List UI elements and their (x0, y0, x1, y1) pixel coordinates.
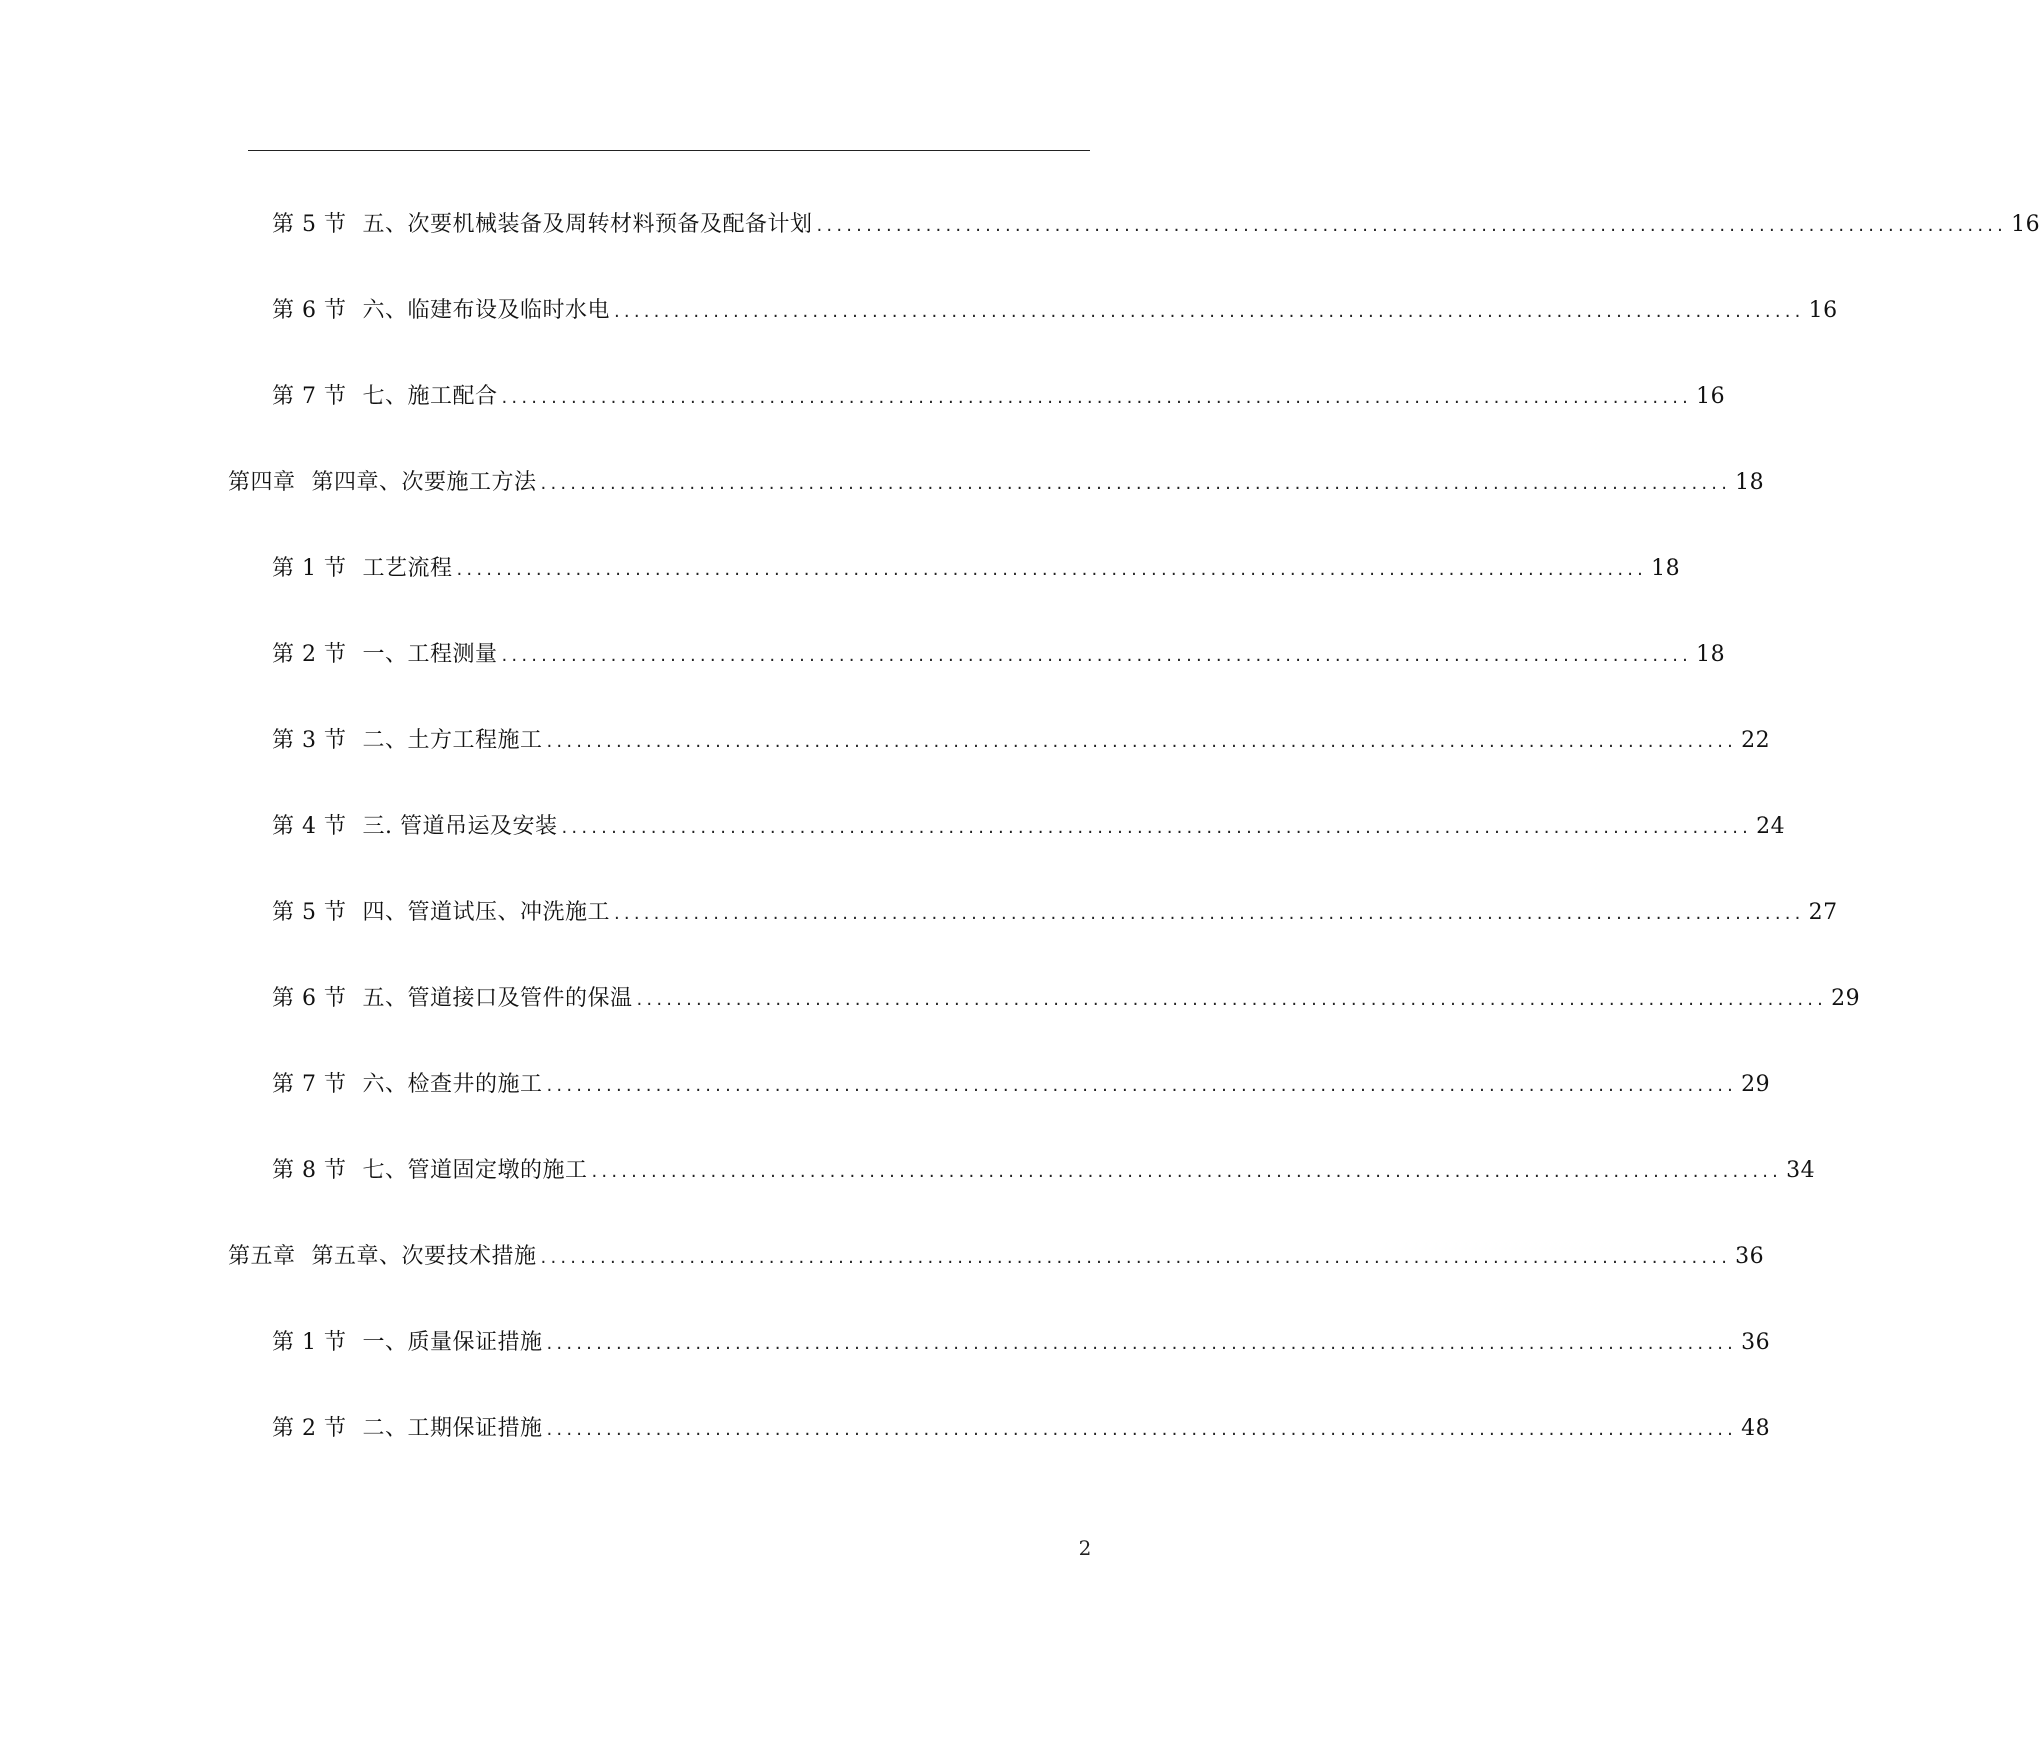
toc-entry-title: 五、次要机械装备及周转材料预备及配备计划 (362, 212, 813, 237)
toc-entry-title: 六、临建布设及临时水电 (362, 298, 610, 323)
toc-entry-number: 第 7 节 (272, 384, 347, 409)
toc-entry-page: 29 (1741, 1072, 1771, 1097)
toc-entry[interactable] (272, 982, 1861, 1016)
toc-leader-dots: ........................................................................................................................ (636, 989, 1828, 1010)
toc-entry[interactable] (272, 724, 1771, 758)
toc-entry-title: 二、土方工程施工 (362, 728, 543, 753)
toc-entry-number: 第 2 节 (272, 642, 347, 667)
toc-entry-page: 22 (1741, 728, 1771, 753)
toc-entry[interactable] (272, 552, 1681, 586)
toc-entry[interactable] (228, 1240, 1765, 1274)
toc-entry[interactable] (272, 1326, 1771, 1360)
toc-entry[interactable] (272, 1068, 1771, 1102)
toc-entry-title: 五、管道接口及管件的保温 (362, 986, 633, 1011)
toc-entry-title: 三. 管道吊运及安装 (362, 814, 558, 839)
page-number: 2 (1078, 1536, 1092, 1560)
toc-leader-dots: ........................................................................................................................ (501, 645, 1693, 666)
toc-leader-dots: ........................................................................................................................ (546, 1333, 1738, 1354)
toc-entry-page: 36 (1735, 1244, 1765, 1269)
toc-entry-number: 第 1 节 (272, 556, 347, 581)
toc-entry[interactable] (228, 466, 1765, 500)
toc-entry-title: 六、检查井的施工 (362, 1072, 543, 1097)
toc-entry-title: 一、工程测量 (362, 642, 498, 667)
toc-entry-page: 34 (1786, 1158, 1816, 1183)
toc-entry[interactable] (272, 380, 1726, 414)
toc-entry-page: 18 (1696, 642, 1726, 667)
toc-entry[interactable] (272, 208, 2040, 242)
toc-entry-title: 七、施工配合 (362, 384, 498, 409)
toc-leader-dots: ........................................................................................................................ (614, 903, 1805, 924)
toc-entry-page: 16 (1808, 298, 1838, 323)
toc-entry-page: 36 (1741, 1330, 1771, 1355)
toc-leader-dots: ........................................................................................................................ (591, 1161, 1783, 1182)
toc-entry-number: 第 4 节 (272, 814, 347, 839)
toc-entry-title: 第五章、次要技术措施 (311, 1244, 537, 1269)
toc-entry-number: 第 1 节 (272, 1330, 347, 1355)
toc-entry-number: 第 3 节 (272, 728, 347, 753)
toc-entry-number: 第四章 (228, 470, 296, 495)
toc-leader-dots: ........................................................................................................................ (540, 473, 1732, 494)
toc-entry-page: 24 (1756, 814, 1786, 839)
toc-leader-dots: ........................................................................................................................ (614, 301, 1805, 322)
toc-entry-number: 第 5 节 (272, 900, 347, 925)
toc-leader-dots: ........................................................................................................................ (546, 1419, 1738, 1440)
toc-entry-number: 第 5 节 (272, 212, 347, 237)
toc-entry-title: 二、工期保证措施 (362, 1416, 543, 1441)
toc-entry-title: 一、质量保证措施 (362, 1330, 543, 1355)
toc-entry[interactable] (272, 896, 1838, 930)
toc-leader-dots: ........................................................................................................................ (546, 1075, 1738, 1096)
toc-entry-page: 16 (1696, 384, 1726, 409)
toc-entry-number: 第 2 节 (272, 1416, 347, 1441)
toc-entry-number: 第 6 节 (272, 298, 347, 323)
toc-entry-page: 29 (1831, 986, 1861, 1011)
toc-entry-page: 27 (1808, 900, 1838, 925)
toc-entry-page: 16 (2011, 212, 2040, 237)
toc-leader-dots: ........................................................................................................................ (816, 215, 2008, 236)
toc-entry[interactable] (272, 638, 1726, 672)
toc-entry[interactable] (272, 1154, 1816, 1188)
toc-entry-title: 四、管道试压、冲洗施工 (362, 900, 610, 925)
toc-entry[interactable] (272, 1412, 1771, 1446)
toc-entry-page: 18 (1651, 556, 1681, 581)
toc-entry[interactable] (272, 810, 1786, 844)
toc-entry-page: 48 (1741, 1416, 1771, 1441)
toc-leader-dots: ........................................................................................................................ (540, 1247, 1732, 1268)
toc-entry-title: 七、管道固定墩的施工 (362, 1158, 588, 1183)
toc-entry-number: 第 8 节 (272, 1158, 347, 1183)
toc-entry[interactable] (272, 294, 1838, 328)
toc-entry-number: 第五章 (228, 1244, 296, 1269)
toc-leader-dots: ........................................................................................................................ (501, 387, 1693, 408)
toc-leader-dots: ........................................................................................................................ (456, 559, 1648, 580)
toc-entry-title: 工艺流程 (362, 556, 453, 581)
toc-entry-number: 第 6 节 (272, 986, 347, 1011)
toc-leader-dots: ........................................................................................................................ (546, 731, 1738, 752)
toc-entry-page: 18 (1735, 470, 1765, 495)
toc-leader-dots: ........................................................................................................................ (561, 817, 1753, 838)
toc-entry-title: 第四章、次要施工方法 (311, 470, 537, 495)
toc-entry-number: 第 7 节 (272, 1072, 347, 1097)
